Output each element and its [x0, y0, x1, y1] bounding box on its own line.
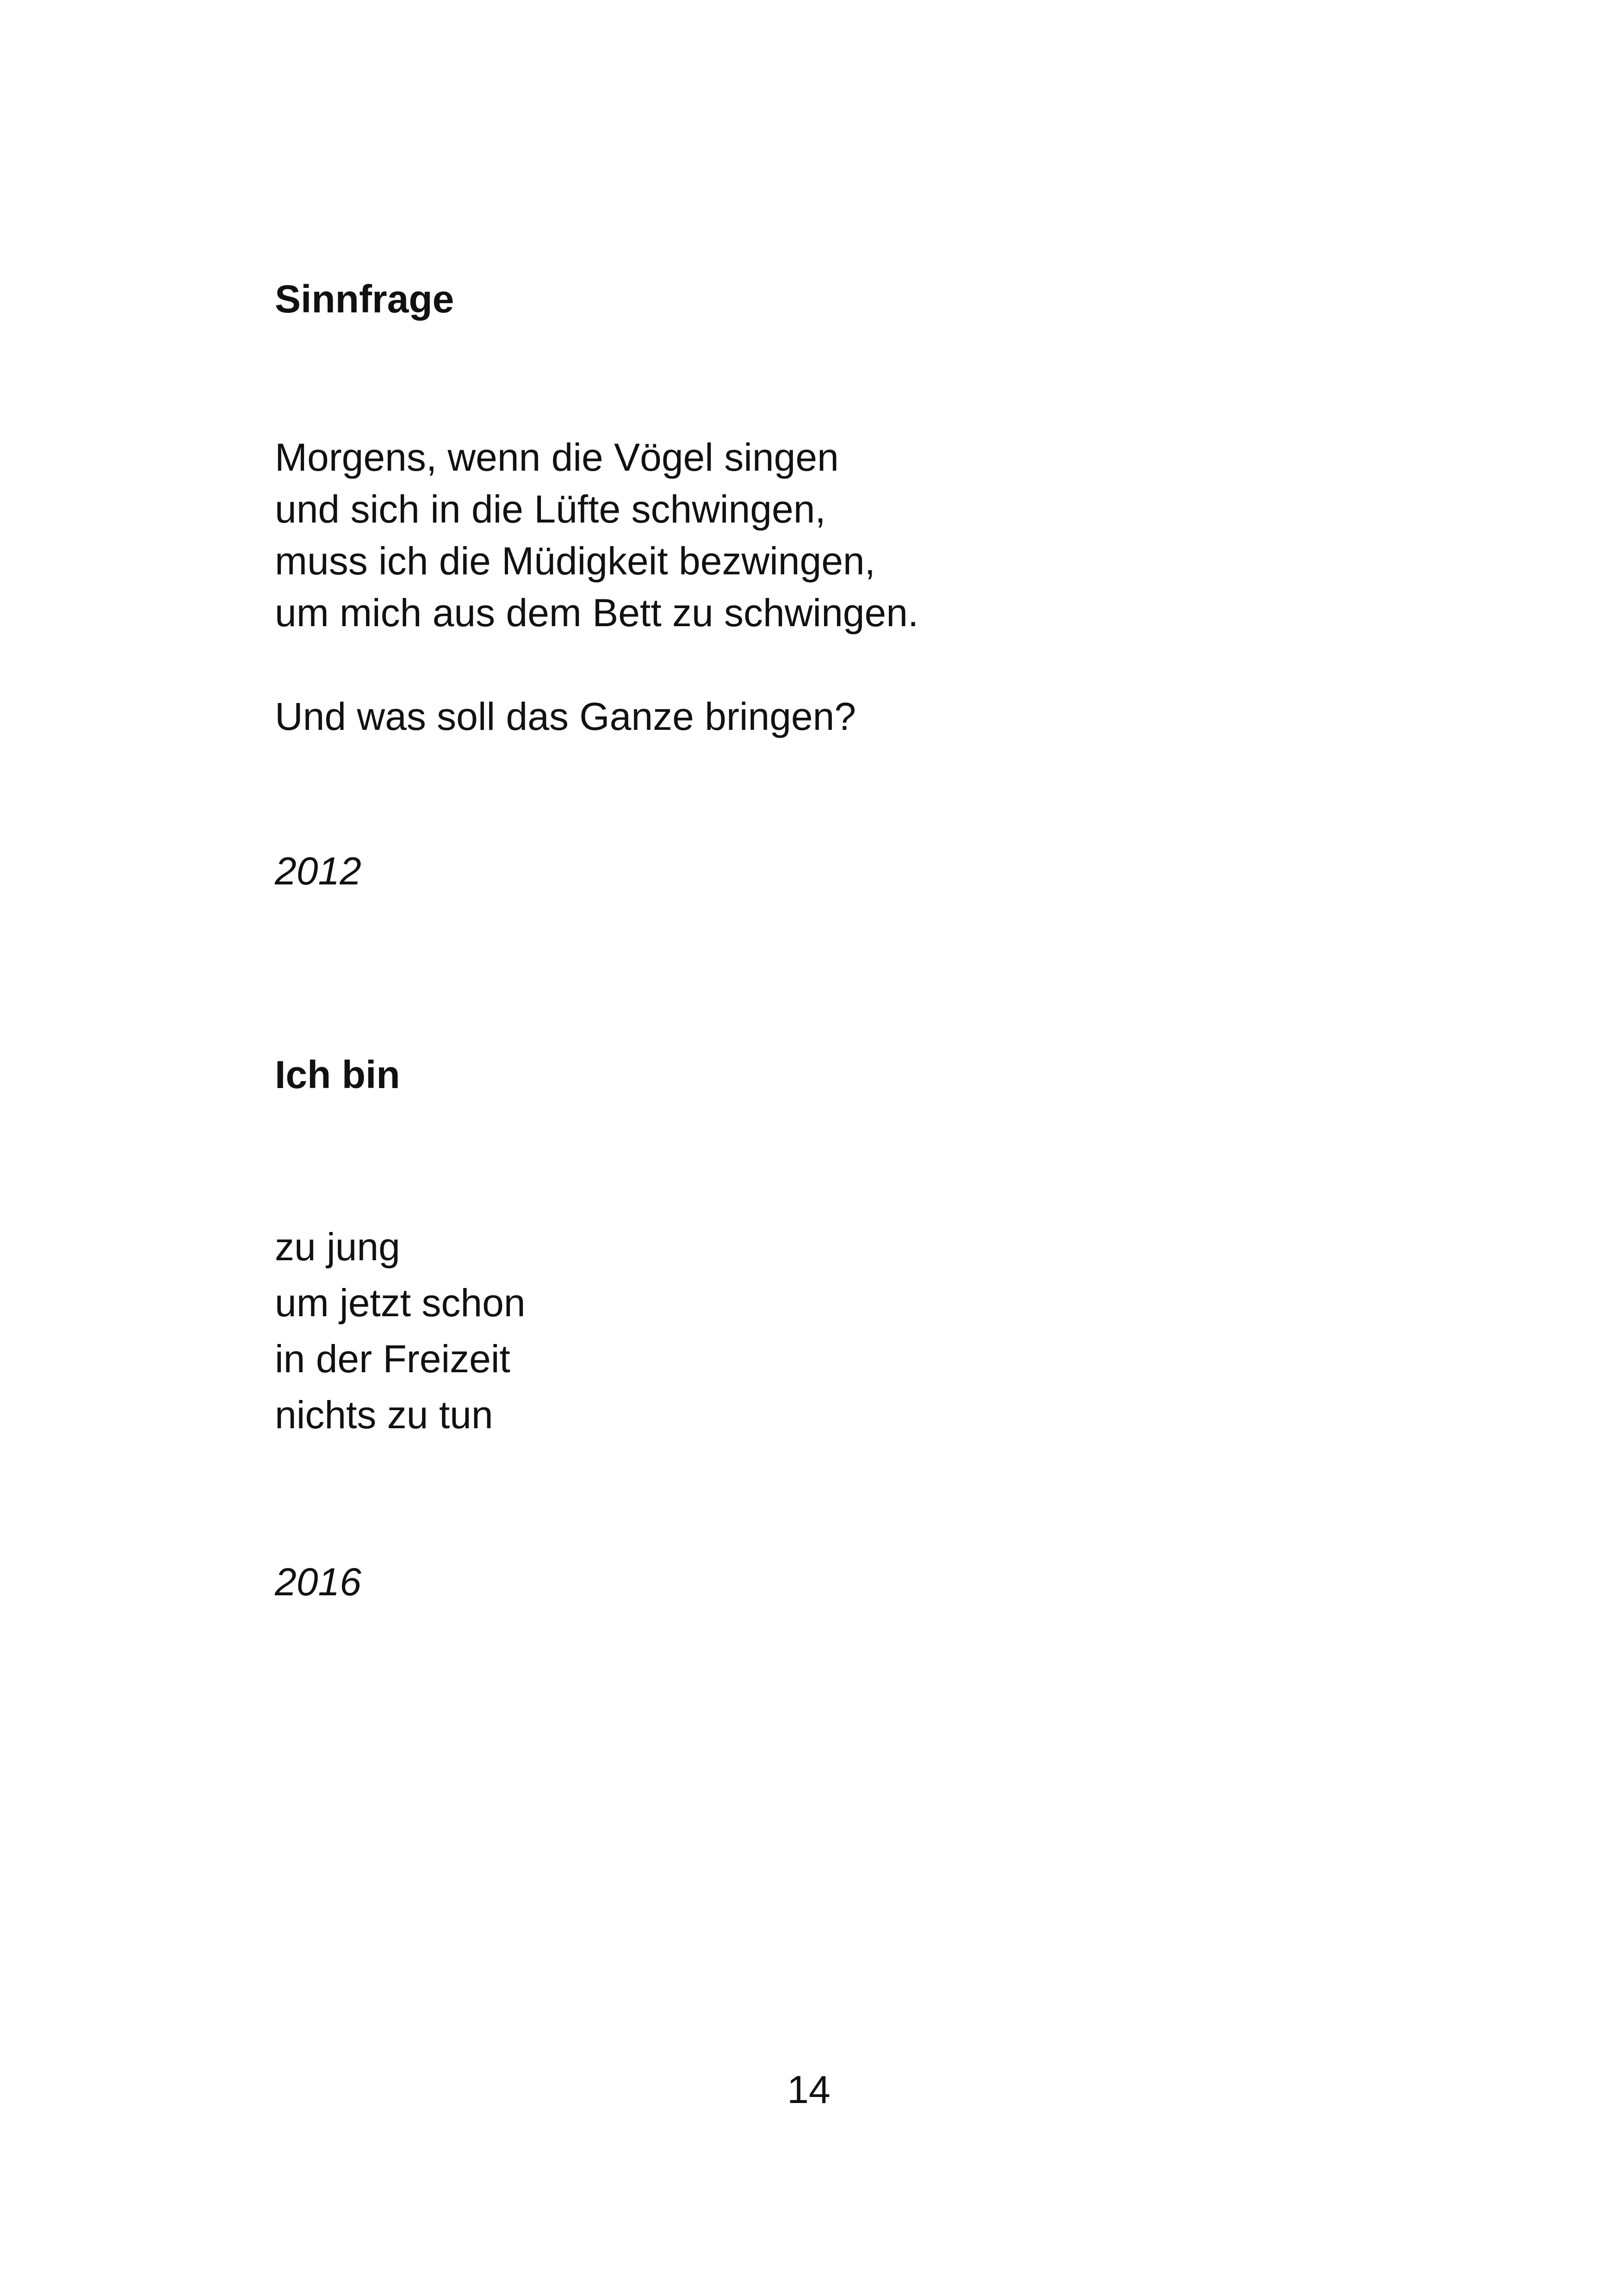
- poem-line: und sich in die Lüfte schwingen,: [275, 487, 826, 531]
- page-number: 14: [787, 2068, 831, 2111]
- poem-line: um jetzt schon: [275, 1281, 526, 1325]
- poem-year: 2016: [275, 1560, 361, 1604]
- poem-year: 2012: [275, 849, 361, 893]
- stanza: [275, 691, 856, 742]
- poem-title: Ich bin: [275, 1053, 400, 1096]
- poem-line: muss ich die Müdigkeit bezwingen,: [275, 539, 875, 583]
- poem-title: Sinnfrage: [275, 277, 454, 321]
- poem-line: Und was soll das Ganze bringen?: [275, 695, 856, 738]
- stanza: [275, 1219, 526, 1443]
- poem-line: zu jung: [275, 1225, 400, 1269]
- poem-line: um mich aus dem Bett zu schwingen.: [275, 591, 919, 635]
- stanza: [275, 431, 918, 639]
- poem-line: nichts zu tun: [275, 1393, 493, 1437]
- poem-line: in der Freizeit: [275, 1337, 510, 1381]
- poem-line: Morgens, wenn die Vögel singen: [275, 436, 839, 479]
